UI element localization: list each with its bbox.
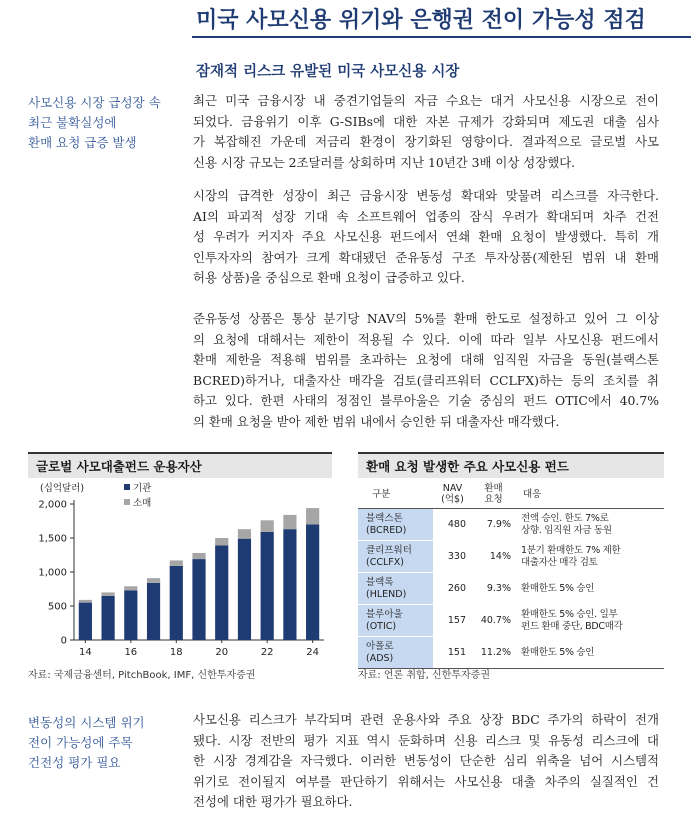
x-tick-label: 18 — [169, 647, 183, 658]
x-tick-label: 22 — [260, 647, 274, 658]
body-paragraph-3 — [193, 309, 659, 433]
paragraph-line: 준유동성 상품은 통상 분기당 NAV의 5%를 환매 한도로 설정하고 있어 그 이상 — [193, 311, 659, 326]
bar-segment — [261, 520, 274, 532]
bar-segment — [192, 559, 205, 640]
paragraph-line: 되었다. 금융위기 이후 G-SIBs에 대한 자본 규제가 강화되며 제도권 대출 심사 — [193, 113, 659, 129]
x-tick-label: 16 — [124, 647, 138, 658]
paragraph-line: 한 시장 경계감을 자극했다. 이러한 변동성이 단순한 심리 위축을 넘어 시스템적 — [193, 753, 659, 769]
page-title: 미국 사모신용 위기와 은행권 전이 가능성 점검 — [196, 8, 646, 33]
table-source: 자료: 언론 취합, 신한투자증권 — [358, 670, 491, 681]
paragraph-line: 시장의 급격한 성장이 최근 금융시장 변동성 확대와 맞물려 리스크를 자극한다. — [193, 188, 659, 203]
chart-panel-title: 글로벌 사모대출펀드 운용자산 — [28, 452, 332, 478]
fund-redemption-table — [358, 480, 664, 669]
paragraph-line: 성 우려가 커지자 주요 사모신용 펀드에서 연쇄 환매 요청이 발생했다. 특히 개 — [193, 229, 659, 245]
bar-segment — [102, 596, 115, 640]
bar-segment — [215, 538, 228, 545]
fund-name: 블루아울 (OTIC) — [358, 605, 433, 637]
table-row — [358, 541, 664, 573]
body-paragraph-4 — [193, 710, 659, 813]
fund-nav: 157 — [433, 605, 472, 637]
body-paragraph-1 — [193, 91, 659, 173]
side-note-1 — [28, 93, 161, 153]
bar-segment — [238, 529, 251, 539]
fund-action: 환매한도 5% 승인. 일부 펀드 환매 중단, BDC매각 — [515, 605, 664, 637]
table-header-row — [358, 480, 664, 509]
fund-name: 블랙스톤 (BCRED) — [358, 509, 433, 541]
fund-redemption: 14% — [472, 541, 515, 573]
header-response: 대응 — [515, 480, 664, 509]
table-panel-title: 환매 요청 발생한 주요 사모신용 펀드 — [358, 452, 664, 478]
bar-segment — [79, 603, 92, 640]
side-note-line: 최근 불확실성에 — [28, 115, 117, 130]
x-tick-label: 14 — [78, 647, 92, 658]
bar-segment — [147, 578, 160, 583]
x-tick-label: 24 — [306, 647, 320, 658]
table-row — [358, 637, 664, 669]
bar-segment — [306, 524, 319, 640]
bar-segment — [306, 508, 319, 524]
side-note-line: 건전성 평가 필요 — [28, 755, 121, 770]
bar-segment — [124, 586, 137, 590]
fund-nav: 151 — [433, 637, 472, 669]
legend-swatch — [124, 499, 130, 505]
paragraph-line: 됐다. 시장 전반의 평가 지표 역시 둔화하며 신용 리스크 및 유동성 리스크에 대 — [193, 732, 659, 748]
side-note-line: 전이 가능성에 주목 — [28, 735, 133, 750]
paragraph-line: 전성에 대한 평가가 필요하다. — [193, 794, 353, 810]
side-note-2 — [28, 713, 145, 773]
header-redemption: 환매 요청 — [472, 480, 515, 509]
x-tick-label: 20 — [215, 647, 229, 658]
paragraph-line: 사모신용 리스크가 부각되며 관련 운용사와 주요 상장 BDC 주가의 하락이 전개 — [193, 712, 659, 727]
fund-action: 1분기 환매한도 7% 제한 대출자산 매각 검토 — [515, 541, 664, 573]
side-note-line: 사모신용 시장 급성장 속 — [28, 95, 161, 110]
paragraph-line: 신용 시장 규모는 2조달러를 상회하며 지난 10년간 3배 이상 성장했다. — [193, 154, 576, 170]
side-note-line: 환매 요청 급증 발생 — [28, 135, 137, 150]
paragraph-line: 위기로 전이될지 여부를 판단하기 위해서는 사모신용 대출 차주의 실질적인 건 — [193, 773, 659, 789]
bar-segment — [192, 553, 205, 559]
y-tick-label: 500 — [47, 601, 67, 613]
legend-label: 소매 — [133, 498, 152, 509]
paragraph-line: 의 요청에 대해서는 제한이 적용될 수 있다. 이에 따라 일부 사모신용 펀드에서 — [193, 331, 659, 347]
paragraph-line: 가 복잡해진 가운데 저금리 환경이 장기화된 영향이다. 결과적으로 글로벌 사모 — [193, 134, 659, 150]
paragraph-line: 의 환매 요청을 받아 제한 범위 내에서 승인한 뒤 대출자산 매각했다. — [193, 413, 560, 429]
y-tick-label: 2,000 — [38, 499, 67, 511]
paragraph-line: 허용 상품)을 중심으로 환매 요청이 급증하고 있다. — [193, 270, 465, 286]
bar-segment — [102, 592, 115, 595]
aum-bar-chart — [28, 480, 334, 664]
bar-segment — [238, 539, 251, 640]
page-title-bar — [192, 0, 691, 38]
fund-name: 클리프워터 (CCLFX) — [358, 541, 433, 573]
legend-label: 기관 — [133, 483, 152, 494]
bar-segment — [79, 600, 92, 603]
body-paragraph-2 — [193, 186, 659, 289]
fund-name: 아폴로 (ADS) — [358, 637, 433, 669]
bar-segment — [283, 515, 296, 529]
y-tick-label: 0 — [60, 635, 67, 647]
paragraph-line: BCRED)하거나, 대출자산 매각을 검토(클리프워터 CCLFX)하는 등의 조치를 취 — [193, 372, 659, 388]
table-row — [358, 509, 664, 541]
fund-action: 환매한도 5% 승인 — [515, 573, 664, 605]
fund-redemption: 11.2% — [472, 637, 515, 669]
paragraph-line: AI의 파괴적 성장 기대 속 소프트웨어 업종의 잠식 우려가 확대되며 차주 건전 — [193, 208, 659, 224]
table-row — [358, 605, 664, 637]
section-title: 잠재적 리스크 유발된 미국 사모신용 시장 — [196, 64, 460, 80]
fund-nav: 260 — [433, 573, 472, 605]
fund-redemption: 9.3% — [472, 573, 515, 605]
bar-segment — [147, 583, 160, 640]
bar-segment — [170, 566, 183, 640]
bar-segment — [261, 532, 274, 640]
header-nav: NAV (억$) — [433, 480, 472, 509]
bar-segment — [215, 545, 228, 640]
table-row — [358, 573, 664, 605]
chart-source: 자료: 국제금융센터, PitchBook, IMF, 신한투자증권 — [28, 670, 256, 681]
header-category: 구분 — [358, 480, 433, 509]
bar-segment — [170, 560, 183, 565]
paragraph-line: 최근 미국 금융시장 내 중견기업들의 자금 수요는 대거 사모신용 시장으로 전이 — [193, 93, 659, 108]
fund-action: 전액 승인. 한도 7%로 상향. 임직원 자금 동원 — [515, 509, 664, 541]
y-tick-label: 1,000 — [38, 567, 67, 579]
fund-name: 블랙록 (HLEND) — [358, 573, 433, 605]
y-unit-label: (십억달러) — [40, 483, 85, 494]
paragraph-line: 하고 있다. 한편 사태의 정점인 블루아울은 기술 중심의 펀드 OTIC에서 40.7% — [193, 393, 659, 409]
paragraph-line: 환매 제한을 적용해 범위를 초과하는 요청에 대해 임직원 자금을 동원(블랙스톤 — [193, 352, 659, 368]
legend-swatch — [124, 484, 130, 490]
side-note-line: 변동성의 시스템 위기 — [28, 715, 145, 730]
fund-redemption: 7.9% — [472, 509, 515, 541]
bar-segment — [124, 590, 137, 640]
y-tick-label: 1,500 — [38, 533, 67, 545]
fund-redemption: 40.7% — [472, 605, 515, 637]
paragraph-line: 인투자자의 참여가 크게 확대됐던 준유동성 구조 투자상품(제한된 범위 내 환매 — [193, 249, 659, 265]
fund-action: 환매한도 5% 승인 — [515, 637, 664, 669]
bar-segment — [283, 529, 296, 640]
fund-nav: 480 — [433, 509, 472, 541]
fund-nav: 330 — [433, 541, 472, 573]
